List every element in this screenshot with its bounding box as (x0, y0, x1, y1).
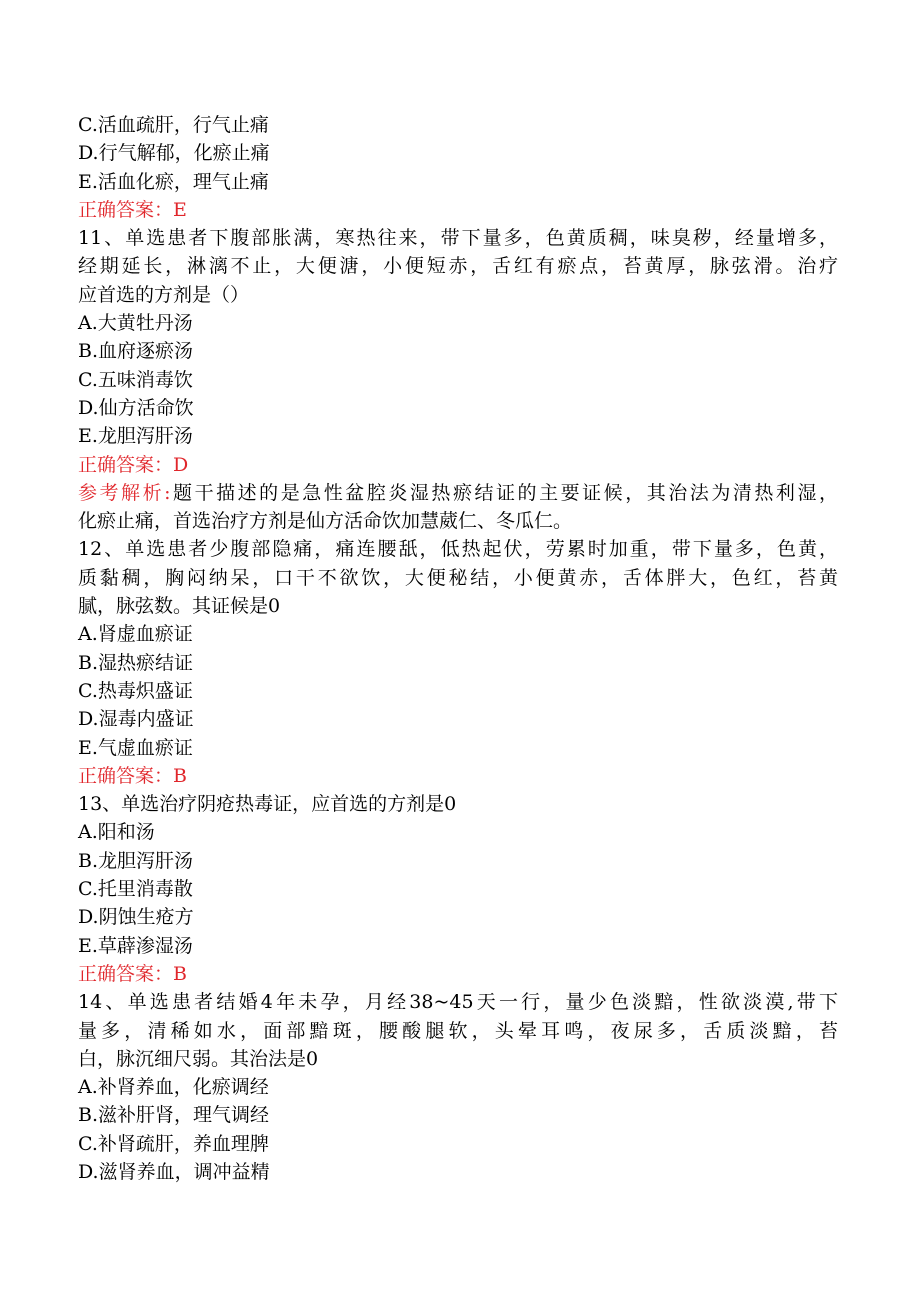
option-line: A.阳和汤 (78, 821, 155, 844)
analysis-line (78, 479, 838, 507)
option-line: C.补肾疏肝，养血理脾 (78, 1132, 269, 1155)
question-stem-line: 应首选的方剂是（） (78, 283, 250, 306)
analysis-line: 化瘀止痛，首选治疗方剂是仙方活命饮加慧葳仁、冬瓜仁。 (78, 510, 573, 533)
option-line: B.龙胆泻肝汤 (78, 849, 194, 872)
question-stem-line: 腻，脉弦数。其证候是0 (78, 595, 281, 618)
question-stem-line: 经期延长，淋漓不止，大便溏，小便短赤，舌红有瘀点，苔黄厚，脉弦滑。治疗 (78, 255, 838, 278)
option-line: D.行气解郁，化瘀止痛 (78, 142, 270, 165)
option-line: A.肾虚血瘀证 (78, 623, 193, 646)
option-line: B.滋补肝肾，理气调经 (78, 1104, 270, 1127)
option-line: B.血府逐瘀汤 (78, 340, 194, 363)
question-stem-line: 13、单选治疗阴疮热毒证，应首选的方剂是0 (78, 793, 457, 816)
option-line: D.阴蚀生疮方 (78, 906, 194, 929)
correct-answer: 正确答案：B (78, 962, 187, 985)
question-stem-line: 12、单选患者少腹部隐痛，痛连腰舐，低热起伏，劳累时加重，带下量多，色黄， (78, 538, 838, 561)
correct-answer: 正确答案：D (78, 453, 189, 476)
option-line: A.大黄牡丹汤 (78, 312, 193, 335)
option-line: A.补肾养血，化瘀调经 (78, 1076, 269, 1099)
correct-answer: 正确答案：E (78, 198, 187, 221)
option-line: D.仙方活命饮 (78, 396, 194, 419)
option-line: C.托里消毒散 (78, 878, 193, 901)
option-line: B.湿热瘀结证 (78, 651, 194, 674)
analysis-label: 参考解析: (78, 481, 171, 504)
option-line: C.活血疏肝，行气止痛 (78, 114, 269, 136)
option-line: E.活血化瘀，理气止痛 (78, 170, 269, 193)
question-stem-line: 14、单选患者结婚4年未孕，月经38~45天一行，量少色淡黯，性欲淡漠,带下 (78, 991, 838, 1014)
analysis-text: 题干描述的是急性盆腔炎湿热瘀结证的主要证候，其治法为清热利湿， (170, 481, 838, 504)
question-stem-line: 量多，清稀如水，面部黯斑，腰酸腿软，头晕耳鸣，夜尿多，舌质淡黯，苔 (78, 1019, 838, 1042)
question-stem-line: 质黏稠，胸闷纳呆，口干不欲饮，大便秘结，小便黄赤，舌体胖大，色红，苔黄 (78, 566, 838, 589)
option-line: E.龙胆泻肝汤 (78, 425, 193, 448)
option-line: E.草薜渗湿汤 (78, 934, 193, 957)
correct-answer: 正确答案：B (78, 764, 187, 787)
question-stem-line: 11、单选患者下腹部胀满，寒热往来，带下量多，色黄质稠，味臭秽，经量增多， (78, 227, 838, 250)
option-line: E.气虚血瘀证 (78, 736, 193, 759)
option-line: C.热毒炽盛证 (78, 679, 193, 702)
document-page (78, 111, 838, 1186)
option-line: C.五味消毒饮 (78, 368, 193, 391)
option-line: D.滋肾养血，调冲益精 (78, 1160, 270, 1183)
question-stem-line: 白，脉沉细尺弱。其治法是0 (78, 1047, 319, 1070)
option-line: D.湿毒内盛证 (78, 708, 194, 731)
